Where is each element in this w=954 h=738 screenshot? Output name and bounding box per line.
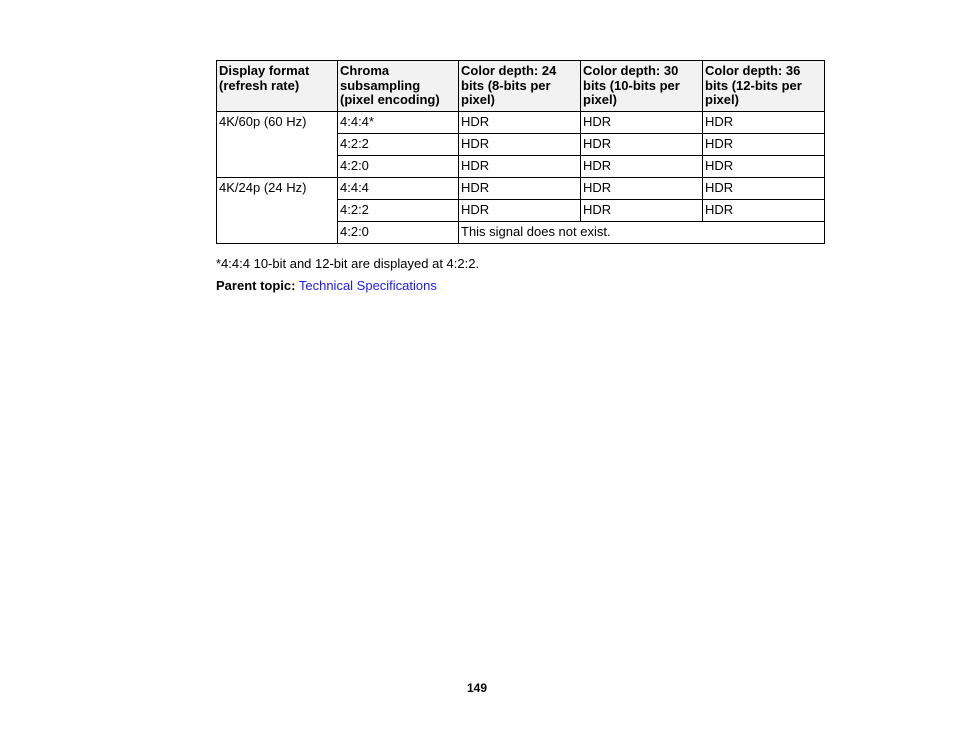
depth-30-cell: HDR xyxy=(581,178,703,200)
table-row xyxy=(217,112,825,134)
header-color-depth-30: Color depth: 30 bits (10-bits per pixel) xyxy=(581,61,703,112)
depth-30-cell: HDR xyxy=(581,200,703,222)
depth-24-cell: HDR xyxy=(459,134,581,156)
signal-not-exist-cell: This signal does not exist. xyxy=(459,222,825,244)
depth-36-cell: HDR xyxy=(703,200,825,222)
depth-36-cell: HDR xyxy=(703,156,825,178)
chroma-cell: 4:2:2 xyxy=(338,200,459,222)
display-format-cell: 4K/24p (24 Hz) xyxy=(217,178,338,244)
parent-topic-label: Parent topic: xyxy=(216,278,296,293)
depth-30-cell: HDR xyxy=(581,134,703,156)
header-display-format: Display format (refresh rate) xyxy=(217,61,338,112)
table-footnote: *4:4:4 10-bit and 12-bit are displayed at 4:2:2. xyxy=(216,256,480,271)
header-color-depth-36: Color depth: 36 bits (12-bits per pixel) xyxy=(703,61,825,112)
depth-30-cell: HDR xyxy=(581,156,703,178)
depth-36-cell: HDR xyxy=(703,134,825,156)
chroma-cell: 4:4:4* xyxy=(338,112,459,134)
header-color-depth-24: Color depth: 24 bits (8-bits per pixel) xyxy=(459,61,581,112)
table-header-row xyxy=(217,61,825,112)
specifications-table xyxy=(216,60,825,244)
chroma-cell: 4:2:2 xyxy=(338,134,459,156)
depth-24-cell: HDR xyxy=(459,112,581,134)
table-row xyxy=(217,178,825,200)
depth-36-cell: HDR xyxy=(703,178,825,200)
depth-24-cell: HDR xyxy=(459,156,581,178)
page-number: 149 xyxy=(466,681,488,695)
chroma-cell: 4:2:0 xyxy=(338,156,459,178)
display-format-cell: 4K/60p (60 Hz) xyxy=(217,112,338,178)
depth-24-cell: HDR xyxy=(459,200,581,222)
technical-specifications-link[interactable]: Technical Specifications xyxy=(298,278,437,293)
depth-30-cell: HDR xyxy=(581,112,703,134)
depth-36-cell: HDR xyxy=(703,112,825,134)
chroma-cell: 4:2:0 xyxy=(338,222,459,244)
header-chroma-subsampling: Chroma subsampling (pixel encoding) xyxy=(338,61,459,112)
parent-topic xyxy=(216,278,437,294)
chroma-cell: 4:4:4 xyxy=(338,178,459,200)
depth-24-cell: HDR xyxy=(459,178,581,200)
